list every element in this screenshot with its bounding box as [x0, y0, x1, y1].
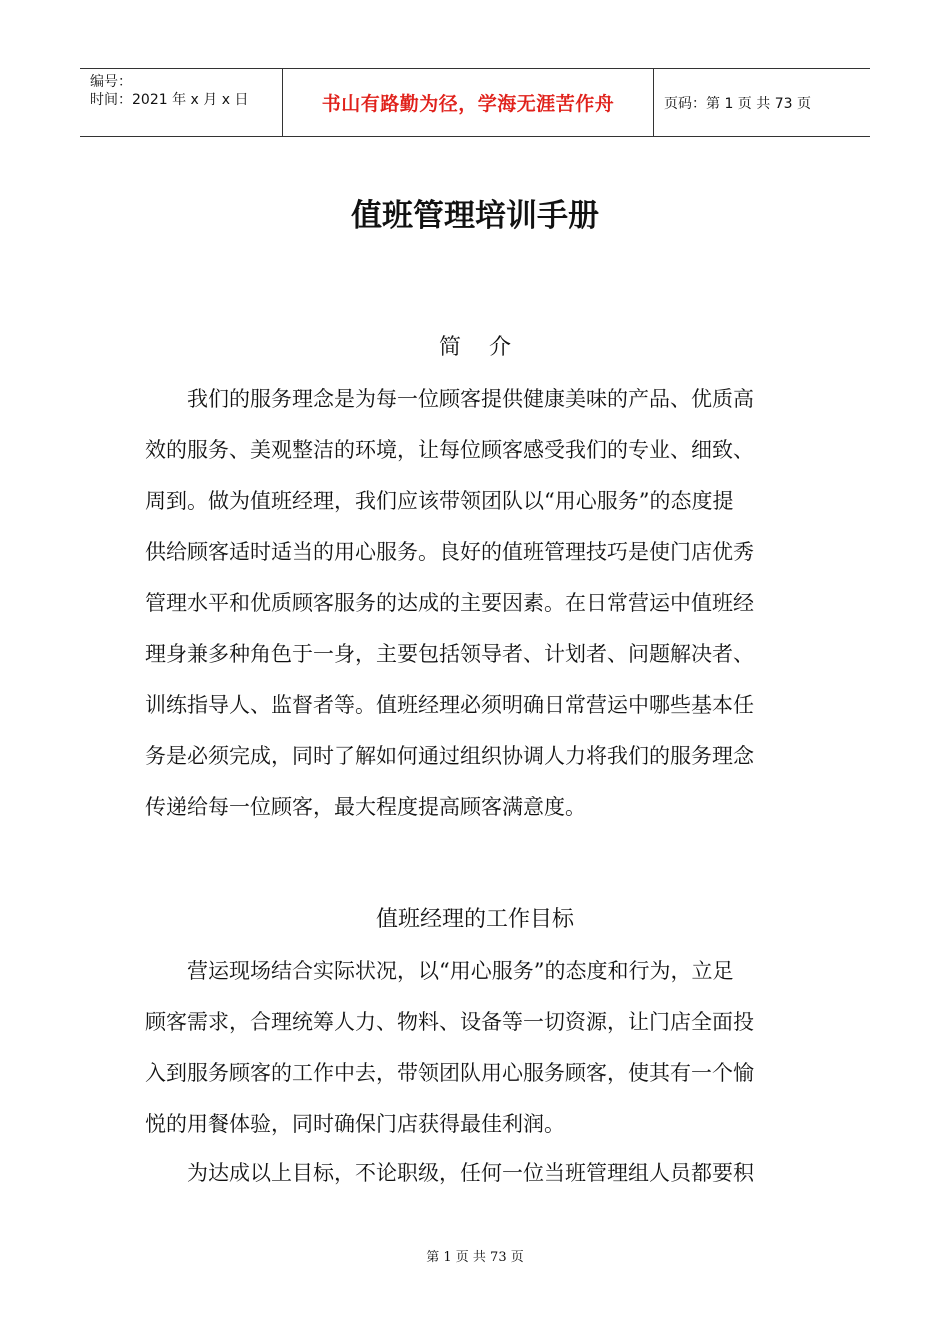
intro-line: 效的服务、美观整洁的环境，让每位顾客感受我们的专业、细致、: [145, 438, 754, 462]
intro-line: 理身兼多种角色于一身，主要包括领导者、计划者、问题解决者、: [145, 642, 754, 666]
goal-heading: 值班经理的工作目标: [375, 907, 574, 932]
intro-heading: 简介: [438, 335, 539, 360]
goal-line: 悦的用餐体验，同时确保门店获得最佳利润。: [145, 1112, 565, 1136]
goal-line: 入到服务顾客的工作中去，带领团队用心服务顾客，使其有一个愉: [145, 1061, 754, 1085]
page-label: 页码：第 1 页 共 73 页: [664, 95, 811, 112]
intro-line: 我们的服务理念是为每一位顾客提供健康美味的产品、优质高: [145, 387, 754, 411]
header-meta: [80, 69, 282, 136]
goal-paragraph-1: [145, 946, 810, 1150]
intro-line: 供给顾客适时适当的用心服务。良好的值班管理技巧是使门店优秀: [145, 540, 754, 564]
goal-line: 顾客需求，合理统筹人力、物料、设备等一切资源，让门店全面投: [145, 1010, 754, 1034]
header-page-cell: [654, 69, 870, 136]
goal-line: 为达成以上目标，不论职级，任何一位当班管理组人员都要积: [145, 1161, 754, 1185]
page-footer: 第 1 页 共 73 页: [426, 1250, 524, 1265]
intro-paragraph: [145, 374, 810, 833]
goal-paragraph-2: [145, 1148, 810, 1199]
intro-line: 训练指导人、监督者等。值班经理必须明确日常营运中哪些基本任: [145, 693, 754, 717]
number-label: 编号：: [90, 74, 132, 90]
intro-line: 管理水平和优质顾客服务的达成的主要因素。在日常营运中值班经: [145, 591, 754, 615]
time-label: 时间：2021 年 x 月 x 日: [90, 92, 249, 108]
document-header: [80, 68, 870, 137]
header-motto-cell: [282, 69, 654, 136]
intro-line: 传递给每一位顾客，最大程度提高顾客满意度。: [145, 795, 586, 819]
motto-text: 书山有路勤为径，学海无涯苦作舟: [321, 93, 615, 115]
intro-line: 务是必须完成，同时了解如何通过组织协调人力将我们的服务理念: [145, 744, 754, 768]
goal-line: 营运现场结合实际状况，以“用心服务”的态度和行为，立足: [145, 959, 734, 983]
intro-line: 周到。做为值班经理，我们应该带领团队以“用心服务”的态度提: [145, 489, 734, 513]
document-title: 值班管理培训手册: [351, 198, 599, 234]
